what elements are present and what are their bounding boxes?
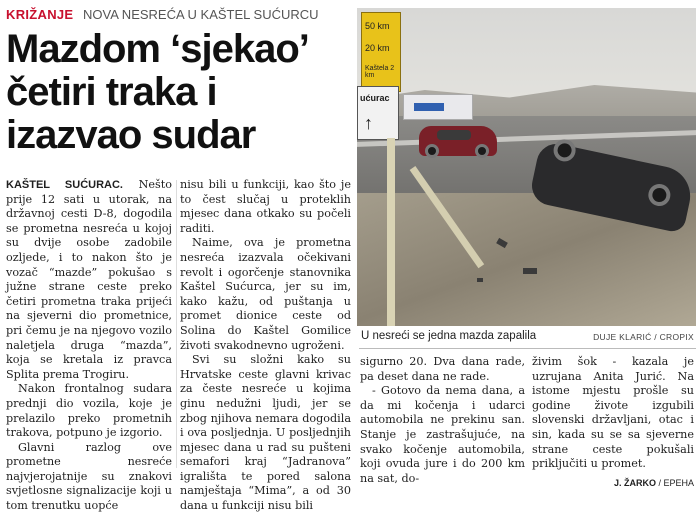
paragraph-4: Naime, ova je prometna nesreća izazvala očekivani revolt i ogorčenje stanovnika Kaštel Sućurca, jer su im, kako kažu, od puštanja u promet dionice ceste od Solina do Kaštel Gomilice životi svakodnevno ugroženi. [180,236,351,352]
accident-photo [357,8,696,326]
article-column-4 [532,355,694,490]
paragraph-3: Glavni razlog ove prometne nesreće najvjerojatnije su znakovi svjetlosne signalizacije koji u tom trenutku uopće [6,440,172,513]
paragraph-5-cont: sigurno 20. Dva dana rade, pa deset dana ne rade. [360,355,525,383]
article-column-2 [180,178,351,514]
article-column-3 [360,355,525,486]
article-headline: Mazdom ‘sjekao’ četiri traka i izazvao sudar [6,27,307,157]
kicker-label: KRIŽANJE [6,7,74,22]
paragraph-6: - Gotovo da nema dana, a da mi kočenja i udarci automobila ne prekinu san. Stanje je zastrašujuće, na svako kočenje automobila, koji ovuda jure i do 200 km na sat, do- [360,384,525,485]
road-sign: 50 km 20 km Kaštela 2 km [361,12,401,92]
red-car [419,126,497,156]
paragraph-2: Nakon frontalnog sudara prednji dio vozila, koje je prelazilo preko prometnih trakova, potpuno je izgorio. [6,382,172,440]
photo-caption-bar [359,330,696,346]
sign-post [387,138,395,326]
article-column-1 [6,178,172,514]
author: J. ŽARKO [613,477,656,488]
photo-credit: DUJE KLARIĆ / CROPIX [593,332,694,342]
photo-caption: U nesreći se jedna mazda zapalila [361,330,537,342]
dateline: KAŠTEL SUĆURAC. [6,179,123,191]
paragraph-5: Svi su složni kako su Hrvatske ceste glavni krivac za česte nesreće u kojima ginu nedužni ljudi, jer se zbog njihova nemara dogodila i ova posljednja. U posljednjih mjesec dana u rad su pušteni semafori kraj “Jadranova” igrališta te pored salona namještaja “Mima”, a od 30 dana u funkciji nisu bili [180,353,351,513]
paragraph-1: KAŠTEL SUĆURAC. Nešto prije 12 sati u utorak, na državnoj cesti D-8, dogodila se prometna nesreća u kojoj su dvije osobe zadobile ozljede, i to nakon što je vozač “mazde” pokušao s južne strane ceste preko četiri prometna traka prijeći na sjeverni dio prometnice, pri čemu je na njegovo vozilo naletjela druga “mazda”, koja se kretala iz pravca Splita prema Trogiru. [6,178,172,381]
section-kicker [6,6,319,24]
paragraph-3-cont: nisu bili u funkciji, kao što je to čest slučaj u proteklih mjesec dana otkako su počeli raditi. [180,178,351,235]
caption-rule [359,348,696,349]
arrow-icon: ↑ [364,113,373,133]
column-divider [176,180,177,468]
paragraph-6-cont: živim šok - kazala je uzrujana Anita Jurić. Na istome mjestu prošle su godine živote izgubili slovenski državljani, otac i sin, kada su se sa sjeverne strane ceste pokušali priključiti u promet. [532,355,694,471]
kicker-subtitle: NOVA NESREĆA U KAŠTEL SUĆURCU [83,7,319,22]
truck-in-background [403,94,473,120]
agency: EPEHA [663,477,694,488]
direction-sign: ućurac ↑ [357,86,399,140]
byline: J. ŽARKO / EPEHA [613,477,694,488]
